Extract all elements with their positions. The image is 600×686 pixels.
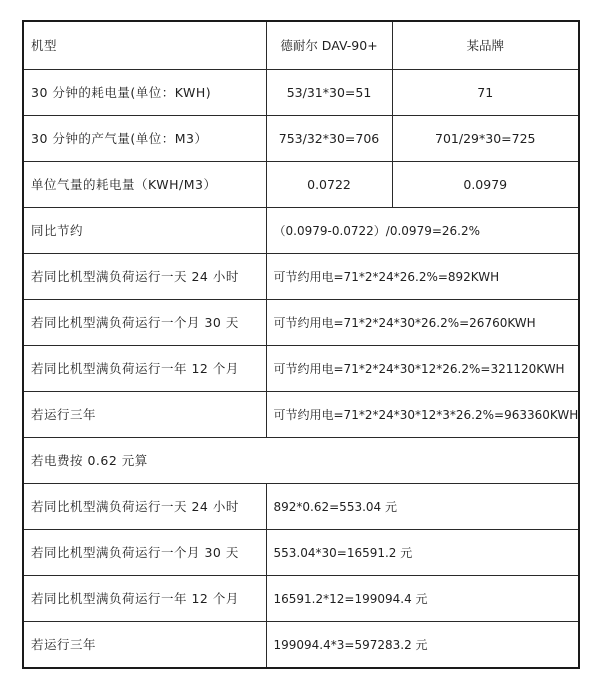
row-label: 若运行三年 — [23, 392, 266, 438]
brand-b-value: 701/29*30=725 — [392, 116, 579, 162]
energy-savings-value: 可节约用电=71*2*24*30*26.2%=26760KWH — [266, 300, 579, 346]
table-row-cost-year — [23, 576, 579, 622]
table-row-air-output — [23, 116, 579, 162]
energy-comparison-table — [22, 20, 580, 669]
table-row-cost-three-years — [23, 622, 579, 669]
row-label: 30 分钟的耗电量(单位：KWH) — [23, 70, 266, 116]
table-row-cost-month — [23, 530, 579, 576]
header-model-label: 机型 — [23, 21, 266, 70]
table-row-energy-day — [23, 254, 579, 300]
energy-savings-value: 可节约用电=71*2*24*30*12*3*26.2%=963360KWH — [266, 392, 579, 438]
savings-ratio-value: （0.0979-0.0722）/0.0979=26.2% — [266, 208, 579, 254]
table-header-row — [23, 21, 579, 70]
row-label: 若同比机型满负荷运行一年 12 个月 — [23, 346, 266, 392]
row-label: 若同比机型满负荷运行一个月 30 天 — [23, 530, 266, 576]
table-row-energy-month — [23, 300, 579, 346]
cost-savings-value: 16591.2*12=199094.4 元 — [266, 576, 579, 622]
row-label: 同比节约 — [23, 208, 266, 254]
brand-b-value: 71 — [392, 70, 579, 116]
row-label: 若同比机型满负荷运行一个月 30 天 — [23, 300, 266, 346]
energy-savings-value: 可节约用电=71*2*24*26.2%=892KWH — [266, 254, 579, 300]
cost-savings-value: 199094.4*3=597283.2 元 — [266, 622, 579, 669]
brand-a-value: 0.0722 — [266, 162, 392, 208]
electricity-price-note: 若电费按 0.62 元算 — [23, 438, 579, 484]
table-row-energy-year — [23, 346, 579, 392]
header-brand-a: 德耐尔 DAV-90+ — [266, 21, 392, 70]
row-label: 若运行三年 — [23, 622, 266, 669]
table-row-energy-three-years — [23, 392, 579, 438]
brand-b-value: 0.0979 — [392, 162, 579, 208]
brand-a-value: 753/32*30=706 — [266, 116, 392, 162]
energy-savings-value: 可节约用电=71*2*24*30*12*26.2%=321120KWH — [266, 346, 579, 392]
table-row-price-note — [23, 438, 579, 484]
row-label: 30 分钟的产气量(单位：M3） — [23, 116, 266, 162]
header-brand-b: 某品牌 — [392, 21, 579, 70]
row-label: 单位气量的耗电量（KWH/M3） — [23, 162, 266, 208]
cost-savings-value: 553.04*30=16591.2 元 — [266, 530, 579, 576]
row-label: 若同比机型满负荷运行一天 24 小时 — [23, 484, 266, 530]
table-row-cost-day — [23, 484, 579, 530]
row-label: 若同比机型满负荷运行一年 12 个月 — [23, 576, 266, 622]
table-row-savings-ratio — [23, 208, 579, 254]
table-row-unit-consumption — [23, 162, 579, 208]
row-label: 若同比机型满负荷运行一天 24 小时 — [23, 254, 266, 300]
table-row-power-consumption — [23, 70, 579, 116]
cost-savings-value: 892*0.62=553.04 元 — [266, 484, 579, 530]
brand-a-value: 53/31*30=51 — [266, 70, 392, 116]
